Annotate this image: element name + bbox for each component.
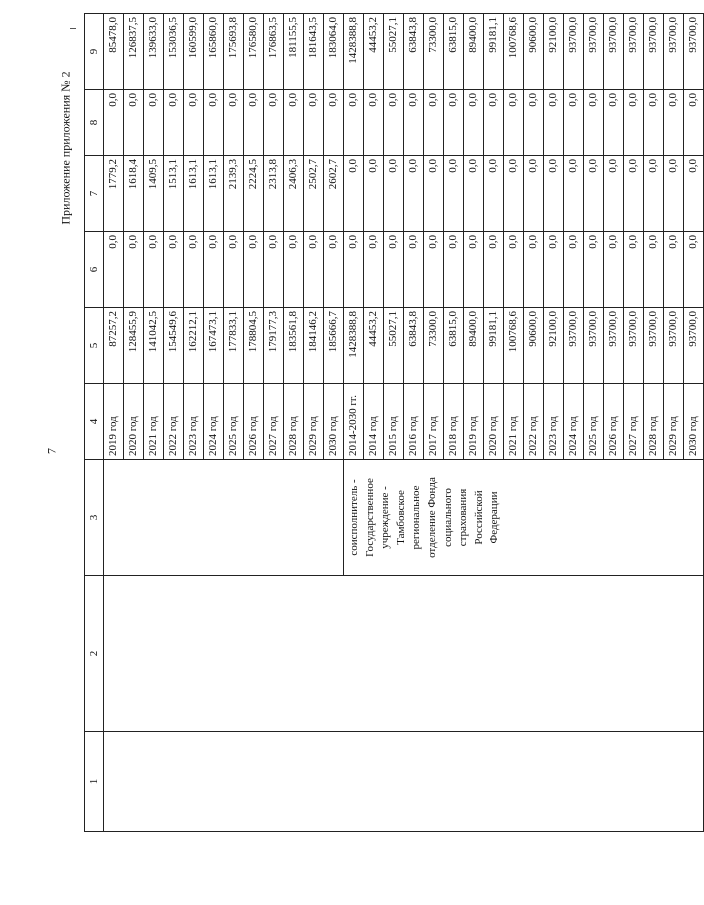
federal-cell: 0,0 (464, 232, 484, 308)
federal-cell: 0,0 (204, 232, 224, 308)
offbudget-cell: 175693,8 (224, 14, 244, 90)
regional-cell: 0,0 (644, 156, 664, 232)
local-cell: 0,0 (564, 90, 584, 156)
offbudget-cell: 181643,5 (304, 14, 324, 90)
local-cell: 0,0 (344, 90, 364, 156)
local-cell: 0,0 (104, 90, 124, 156)
offbudget-cell: 73300,0 (424, 14, 444, 90)
local-cell: 0,0 (264, 90, 284, 156)
coexecutor-line: страхования (457, 488, 470, 547)
federal-cell: 0,0 (284, 232, 304, 308)
budget-table (84, 13, 704, 832)
total-cell: 179177,3 (264, 308, 284, 384)
offbudget-cell: 100768,6 (504, 14, 524, 90)
offbudget-cell: 44453,2 (364, 14, 384, 90)
local-cell: 0,0 (684, 90, 704, 156)
regional-cell: 0,0 (604, 156, 624, 232)
appendix-title: Приложение приложения № 2 (58, 71, 73, 225)
local-cell: 0,0 (324, 90, 344, 156)
coexecutor-description (344, 460, 704, 576)
federal-cell: 0,0 (144, 232, 164, 308)
regional-cell: 2139,3 (224, 156, 244, 232)
margin-mark (70, 28, 76, 29)
regional-cell: 1613,1 (184, 156, 204, 232)
coexecutor-line: социального (441, 488, 454, 547)
federal-cell: 0,0 (584, 232, 604, 308)
coexecutor-line: соисполнитель - (348, 479, 360, 556)
period-cell: 2022 год (164, 384, 184, 460)
local-cell: 0,0 (164, 90, 184, 156)
federal-cell: 0,0 (344, 232, 364, 308)
total-cell: 99181,1 (484, 308, 504, 384)
column-number-2: 2 (85, 576, 104, 732)
offbudget-cell: 165860,0 (204, 14, 224, 90)
offbudget-cell: 99181,1 (484, 14, 504, 90)
local-cell: 0,0 (664, 90, 684, 156)
offbudget-cell: 93700,0 (664, 14, 684, 90)
total-cell: 93700,0 (624, 308, 644, 384)
federal-cell: 0,0 (624, 232, 644, 308)
total-cell: 87257,2 (104, 308, 124, 384)
federal-cell: 0,0 (424, 232, 444, 308)
period-cell: 2014-2030 гг. (344, 384, 364, 460)
period-cell: 2024 год (204, 384, 224, 460)
period-cell: 2017 год (424, 384, 444, 460)
period-cell: 2014 год (364, 384, 384, 460)
period-cell: 2021 год (504, 384, 524, 460)
regional-cell: 2313,8 (264, 156, 284, 232)
offbudget-cell: 63843,8 (404, 14, 424, 90)
regional-cell: 1779,2 (104, 156, 124, 232)
coexecutor-line: региональное (410, 485, 423, 550)
total-cell: 93700,0 (644, 308, 664, 384)
col2-cell (104, 576, 704, 732)
period-cell: 2023 год (184, 384, 204, 460)
regional-cell: 1613,1 (204, 156, 224, 232)
regional-cell: 1409,5 (144, 156, 164, 232)
total-cell: 93700,0 (664, 308, 684, 384)
column-number-8: 8 (85, 90, 104, 156)
federal-cell: 0,0 (444, 232, 464, 308)
federal-cell: 0,0 (164, 232, 184, 308)
period-cell: 2024 год (564, 384, 584, 460)
total-cell: 93700,0 (564, 308, 584, 384)
period-cell: 2016 год (404, 384, 424, 460)
regional-cell: 0,0 (564, 156, 584, 232)
total-cell: 92100,0 (544, 308, 564, 384)
local-cell: 0,0 (544, 90, 564, 156)
period-cell: 2025 год (224, 384, 244, 460)
period-cell: 2027 год (264, 384, 284, 460)
offbudget-cell: 160599,0 (184, 14, 204, 90)
regional-cell: 2502,7 (304, 156, 324, 232)
local-cell: 0,0 (424, 90, 444, 156)
federal-cell: 0,0 (104, 232, 124, 308)
offbudget-cell: 183064,0 (324, 14, 344, 90)
local-cell: 0,0 (304, 90, 324, 156)
offbudget-cell: 153036,5 (164, 14, 184, 90)
offbudget-cell: 55027,1 (384, 14, 404, 90)
period-cell: 2026 год (604, 384, 624, 460)
regional-cell: 0,0 (504, 156, 524, 232)
local-cell: 0,0 (644, 90, 664, 156)
federal-cell: 0,0 (644, 232, 664, 308)
total-cell: 55027,1 (384, 308, 404, 384)
offbudget-cell: 139633,0 (144, 14, 164, 90)
total-cell: 183561,8 (284, 308, 304, 384)
offbudget-cell: 93700,0 (604, 14, 624, 90)
local-cell: 0,0 (124, 90, 144, 156)
total-cell: 93700,0 (584, 308, 604, 384)
column-number-6: 6 (85, 232, 104, 308)
column-number-3: 3 (85, 460, 104, 576)
period-cell: 2026 год (244, 384, 264, 460)
local-cell: 0,0 (224, 90, 244, 156)
offbudget-cell: 92100,0 (544, 14, 564, 90)
total-cell: 141042,5 (144, 308, 164, 384)
offbudget-cell: 90600,0 (524, 14, 544, 90)
federal-cell: 0,0 (604, 232, 624, 308)
total-cell: 184146,2 (304, 308, 324, 384)
offbudget-cell: 63815,0 (444, 14, 464, 90)
federal-cell: 0,0 (244, 232, 264, 308)
regional-cell: 2224,5 (244, 156, 264, 232)
regional-cell: 0,0 (424, 156, 444, 232)
col1-cell (104, 732, 704, 832)
offbudget-cell: 93700,0 (564, 14, 584, 90)
total-cell: 63843,8 (404, 308, 424, 384)
period-cell: 2028 год (284, 384, 304, 460)
period-cell: 2023 год (544, 384, 564, 460)
offbudget-cell: 89400,0 (464, 14, 484, 90)
federal-cell: 0,0 (364, 232, 384, 308)
federal-cell: 0,0 (224, 232, 244, 308)
regional-cell: 0,0 (524, 156, 544, 232)
regional-cell: 2406,3 (284, 156, 304, 232)
regional-cell: 0,0 (404, 156, 424, 232)
total-cell: 177833,1 (224, 308, 244, 384)
period-cell: 2019 год (104, 384, 124, 460)
column-number-9: 9 (85, 14, 104, 90)
offbudget-cell: 176580,0 (244, 14, 264, 90)
regional-cell: 0,0 (684, 156, 704, 232)
period-cell: 2028 год (644, 384, 664, 460)
federal-cell: 0,0 (264, 232, 284, 308)
rotated-table-container (84, 14, 699, 832)
regional-cell: 2602,7 (324, 156, 344, 232)
total-cell: 90600,0 (524, 308, 544, 384)
federal-cell: 0,0 (524, 232, 544, 308)
regional-cell: 1618,4 (124, 156, 144, 232)
period-cell: 2029 год (664, 384, 684, 460)
local-cell: 0,0 (444, 90, 464, 156)
federal-cell: 0,0 (484, 232, 504, 308)
period-cell: 2021 год (144, 384, 164, 460)
regional-cell: 0,0 (484, 156, 504, 232)
local-cell: 0,0 (144, 90, 164, 156)
federal-cell: 0,0 (544, 232, 564, 308)
regional-cell: 0,0 (344, 156, 364, 232)
regional-cell: 0,0 (544, 156, 564, 232)
period-cell: 2025 год (584, 384, 604, 460)
budget-table-frame (84, 14, 699, 832)
federal-cell: 0,0 (564, 232, 584, 308)
period-cell: 2030 год (324, 384, 344, 460)
regional-cell: 0,0 (664, 156, 684, 232)
local-cell: 0,0 (404, 90, 424, 156)
column-number-4: 4 (85, 384, 104, 460)
column-number-row (85, 14, 104, 832)
total-cell: 89400,0 (464, 308, 484, 384)
local-cell: 0,0 (624, 90, 644, 156)
table-row (104, 14, 124, 832)
column-number-1: 1 (85, 732, 104, 832)
federal-cell: 0,0 (184, 232, 204, 308)
period-cell: 2022 год (524, 384, 544, 460)
local-cell: 0,0 (464, 90, 484, 156)
local-cell: 0,0 (504, 90, 524, 156)
total-cell: 154549,6 (164, 308, 184, 384)
total-cell: 178804,5 (244, 308, 264, 384)
col3-cell-upper (104, 460, 344, 576)
local-cell: 0,0 (244, 90, 264, 156)
total-cell: 100768,6 (504, 308, 524, 384)
local-cell: 0,0 (584, 90, 604, 156)
federal-cell: 0,0 (124, 232, 144, 308)
coexecutor-line: отделение Фонда (425, 477, 438, 558)
total-cell: 93700,0 (604, 308, 624, 384)
total-cell: 167473,1 (204, 308, 224, 384)
federal-cell: 0,0 (664, 232, 684, 308)
total-cell: 162212,1 (184, 308, 204, 384)
coexecutor-line: учреждение - (379, 486, 392, 549)
period-cell: 2020 год (124, 384, 144, 460)
budget-table-body (85, 14, 704, 832)
total-cell: 44453,2 (364, 308, 384, 384)
regional-cell: 0,0 (364, 156, 384, 232)
offbudget-cell: 93700,0 (624, 14, 644, 90)
local-cell: 0,0 (484, 90, 504, 156)
offbudget-cell: 93700,0 (584, 14, 604, 90)
offbudget-cell: 93700,0 (684, 14, 704, 90)
coexecutor-line: Федерации (488, 491, 501, 544)
coexecutor-line: Российской (472, 490, 485, 545)
local-cell: 0,0 (284, 90, 304, 156)
page-number: 7 (44, 448, 59, 454)
offbudget-cell: 85478,0 (104, 14, 124, 90)
total-cell: 93700,0 (684, 308, 704, 384)
federal-cell: 0,0 (324, 232, 344, 308)
period-cell: 2019 год (464, 384, 484, 460)
total-cell: 1428388,8 (344, 308, 364, 384)
total-cell: 63815,0 (444, 308, 464, 384)
offbudget-cell: 181155,5 (284, 14, 304, 90)
period-cell: 2015 год (384, 384, 404, 460)
period-cell: 2027 год (624, 384, 644, 460)
offbudget-cell: 93700,0 (644, 14, 664, 90)
regional-cell: 0,0 (584, 156, 604, 232)
local-cell: 0,0 (384, 90, 404, 156)
local-cell: 0,0 (364, 90, 384, 156)
period-cell: 2018 год (444, 384, 464, 460)
column-number-5: 5 (85, 308, 104, 384)
federal-cell: 0,0 (384, 232, 404, 308)
coexecutor-line: Государственное (363, 478, 376, 557)
offbudget-cell: 1428388,8 (344, 14, 364, 90)
offbudget-cell: 126837,5 (124, 14, 144, 90)
regional-cell: 1513,1 (164, 156, 184, 232)
period-cell: 2030 год (684, 384, 704, 460)
column-number-7: 7 (85, 156, 104, 232)
total-cell: 185666,7 (324, 308, 344, 384)
local-cell: 0,0 (604, 90, 624, 156)
period-cell: 2020 год (484, 384, 504, 460)
local-cell: 0,0 (184, 90, 204, 156)
local-cell: 0,0 (524, 90, 544, 156)
federal-cell: 0,0 (684, 232, 704, 308)
regional-cell: 0,0 (624, 156, 644, 232)
federal-cell: 0,0 (304, 232, 324, 308)
total-cell: 128455,9 (124, 308, 144, 384)
total-cell: 73300,0 (424, 308, 444, 384)
regional-cell: 0,0 (444, 156, 464, 232)
period-cell: 2029 год (304, 384, 324, 460)
regional-cell: 0,0 (384, 156, 404, 232)
federal-cell: 0,0 (504, 232, 524, 308)
regional-cell: 0,0 (464, 156, 484, 232)
federal-cell: 0,0 (404, 232, 424, 308)
local-cell: 0,0 (204, 90, 224, 156)
coexecutor-line: Тамбовское (394, 490, 407, 545)
offbudget-cell: 176863,5 (264, 14, 284, 90)
